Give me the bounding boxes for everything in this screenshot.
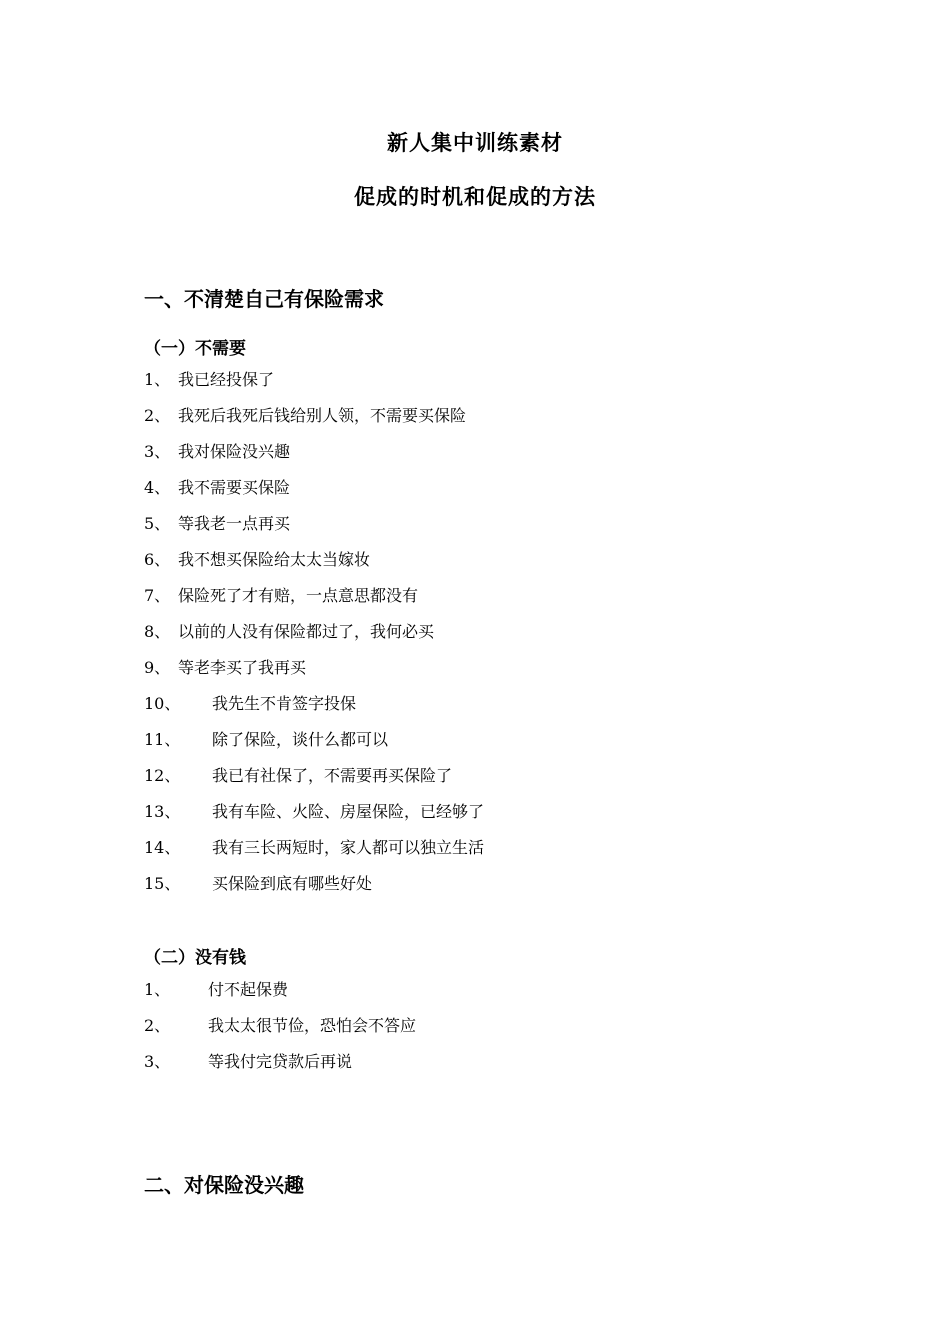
item-text: 我不想买保险给太太当嫁妆 [178, 550, 371, 569]
list-item [144, 370, 484, 406]
item-text: 我先生不肯签字投保 [212, 694, 357, 713]
item-text: 我死后我死后钱给别人领，不需要买保险 [178, 406, 467, 425]
document-subtitle: 促成的时机和促成的方法 [354, 185, 596, 209]
item-number: 15、 [144, 874, 181, 893]
item-text: 我已经投保了 [178, 370, 275, 389]
list-item [144, 838, 484, 874]
list-item [144, 1052, 416, 1088]
item-number: 7、 [144, 586, 171, 605]
item-text: 我太太很节俭，恐怕会不答应 [208, 1016, 417, 1035]
item-text: 我有车险、火险、房屋保险，已经够了 [212, 802, 485, 821]
item-text: 等我老一点再买 [178, 514, 291, 533]
list-item [144, 406, 484, 442]
item-number: 1、 [144, 980, 171, 999]
item-number: 1、 [144, 370, 171, 389]
item-number: 3、 [144, 1052, 171, 1071]
item-text: 我不需要买保险 [178, 478, 291, 497]
item-number: 9、 [144, 658, 171, 677]
item-text: 等老李买了我再买 [178, 658, 307, 677]
item-text: 付不起保费 [208, 980, 289, 999]
list-item [144, 442, 484, 478]
item-text: 等我付完贷款后再说 [208, 1052, 353, 1071]
item-text: 买保险到底有哪些好处 [212, 874, 373, 893]
sub-heading-no-need: （一）不需要 [144, 339, 246, 359]
section-heading-1: 一、不清楚自己有保险需求 [144, 287, 384, 311]
item-number: 11、 [144, 730, 181, 749]
list-item [144, 586, 484, 622]
item-text: 保险死了才有赔，一点意思都没有 [178, 586, 419, 605]
item-number: 14、 [144, 838, 181, 857]
list-item [144, 550, 484, 586]
item-number: 4、 [144, 478, 171, 497]
item-number: 12、 [144, 766, 181, 785]
list-item [144, 766, 484, 802]
section-heading-2: 二、对保险没兴趣 [144, 1173, 304, 1197]
list-item [144, 658, 484, 694]
list-item [144, 1016, 416, 1052]
item-number: 13、 [144, 802, 181, 821]
item-text: 我已有社保了，不需要再买保险了 [212, 766, 453, 785]
list-item [144, 980, 416, 1016]
document-title: 新人集中训练素材 [387, 131, 563, 155]
objection-list-no-need [144, 370, 484, 910]
item-number: 2、 [144, 1016, 171, 1035]
item-text: 我有三长两短时，家人都可以独立生活 [212, 838, 485, 857]
list-item [144, 478, 484, 514]
item-text: 除了保险，谈什么都可以 [212, 730, 389, 749]
item-number: 3、 [144, 442, 171, 461]
list-item [144, 730, 484, 766]
item-number: 2、 [144, 406, 171, 425]
objection-list-no-money [144, 980, 416, 1088]
item-text: 我对保险没兴趣 [178, 442, 291, 461]
item-text: 以前的人没有保险都过了，我何必买 [178, 622, 435, 641]
item-number: 6、 [144, 550, 171, 569]
item-number: 8、 [144, 622, 171, 641]
list-item [144, 802, 484, 838]
list-item [144, 694, 484, 730]
item-number: 10、 [144, 694, 181, 713]
list-item [144, 622, 484, 658]
item-number: 5、 [144, 514, 171, 533]
list-item [144, 874, 484, 910]
list-item [144, 514, 484, 550]
sub-heading-no-money: （二）没有钱 [144, 948, 246, 968]
